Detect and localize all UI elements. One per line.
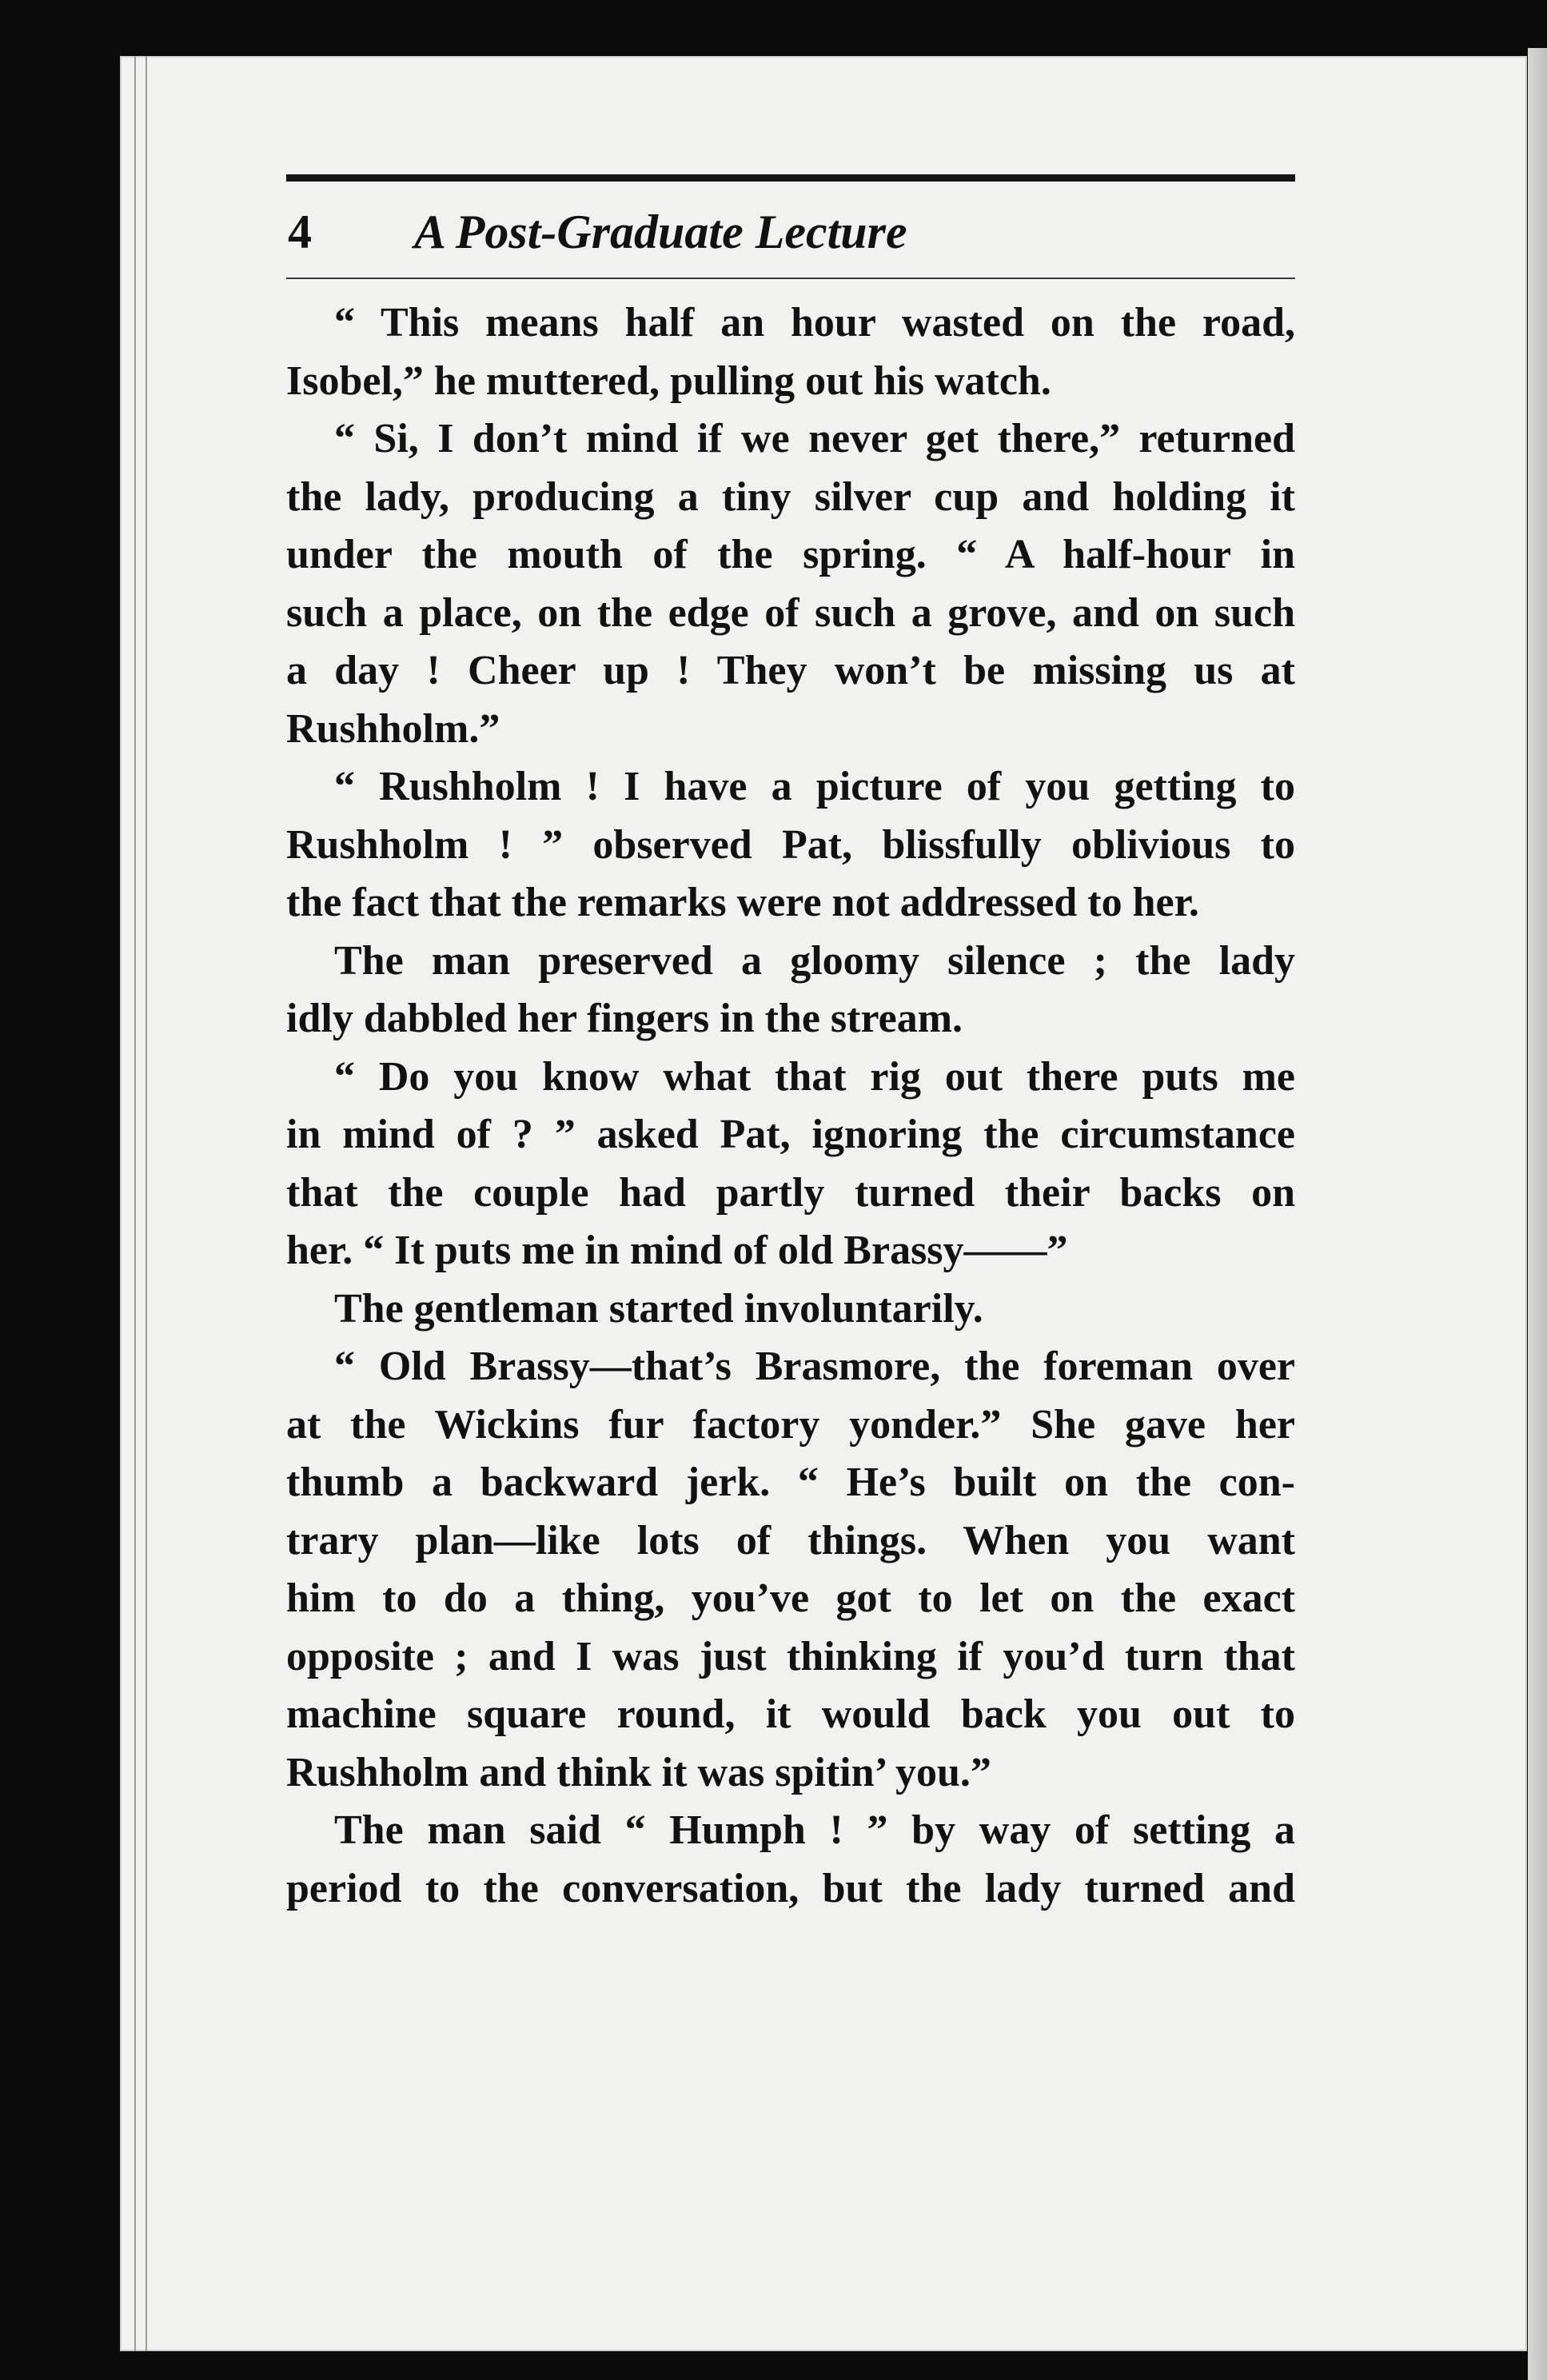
page-edge xyxy=(1528,48,1547,2380)
text-line: The man said “ Humph ! ” by way of setting a xyxy=(334,1807,1295,1853)
page-header xyxy=(286,196,1295,268)
text-line: Rushholm and think it was spitin’ you.” xyxy=(286,1749,991,1795)
text-line: “ Do you know what that rig out there puts me xyxy=(334,1053,1295,1100)
text-line: Isobel,” he muttered, pulling out his watch. xyxy=(286,357,1051,404)
text-line: The man preserved a gloomy silence ; the lady xyxy=(334,937,1295,984)
header-rule xyxy=(286,174,1295,182)
text-line: “ This means half an hour wasted on the road, xyxy=(334,300,1295,345)
text-line: a day ! Cheer up ! They won’t be missing us at xyxy=(286,648,1295,693)
running-head: A Post-Graduate Lecture xyxy=(414,206,907,258)
body-text xyxy=(286,294,1295,1918)
text-line: “ Rushholm ! I have a picture of you getting to xyxy=(334,764,1295,809)
text-line: The gentleman started involuntarily. xyxy=(334,1285,983,1332)
spine-line xyxy=(134,56,136,2351)
text-line: in mind of ? ” asked Pat, ignoring the circumstance xyxy=(286,1112,1295,1157)
text-line: idly dabbled her fingers in the stream. xyxy=(286,996,963,1041)
text-line: Rushholm.” xyxy=(286,705,500,752)
text-line: that the couple had partly turned their backs on xyxy=(286,1169,1295,1216)
header-underline xyxy=(286,278,1295,279)
text-line: Rushholm ! ” observed Pat, blissfully oblivious to xyxy=(286,821,1295,868)
page-number: 4 xyxy=(288,206,312,258)
text-line: under the mouth of the spring. “ A half-hour in xyxy=(286,532,1295,577)
text-line: the fact that the remarks were not addressed to her. xyxy=(286,880,1199,925)
text-line: machine square round, it would back you out to xyxy=(286,1691,1295,1737)
text-line: trary plan—like lots of things. When you want xyxy=(286,1517,1295,1563)
text-line: at the Wickins fur factory yonder.” She gave her xyxy=(286,1401,1295,1448)
text-line: thumb a backward jerk. “ He’s built on the con- xyxy=(286,1460,1295,1505)
spine-line xyxy=(146,56,147,2351)
text-line: period to the conversation, but the lady turned and xyxy=(286,1865,1295,1911)
text-line: him to do a thing, you’ve got to let on the exact xyxy=(286,1575,1295,1621)
text-line: the lady, producing a tiny silver cup and holding it xyxy=(286,473,1295,520)
text-line: such a place, on the edge of such a grove, and on such xyxy=(286,589,1295,636)
text-line: her. “ It puts me in mind of old Brassy——” xyxy=(286,1228,1068,1273)
text-line: “ Old Brassy—that’s Brasmore, the foreman over xyxy=(334,1344,1295,1389)
text-line: opposite ; and I was just thinking if you’d turn that xyxy=(286,1633,1295,1679)
text-line: “ Si, I don’t mind if we never get there,” returned xyxy=(334,416,1295,461)
